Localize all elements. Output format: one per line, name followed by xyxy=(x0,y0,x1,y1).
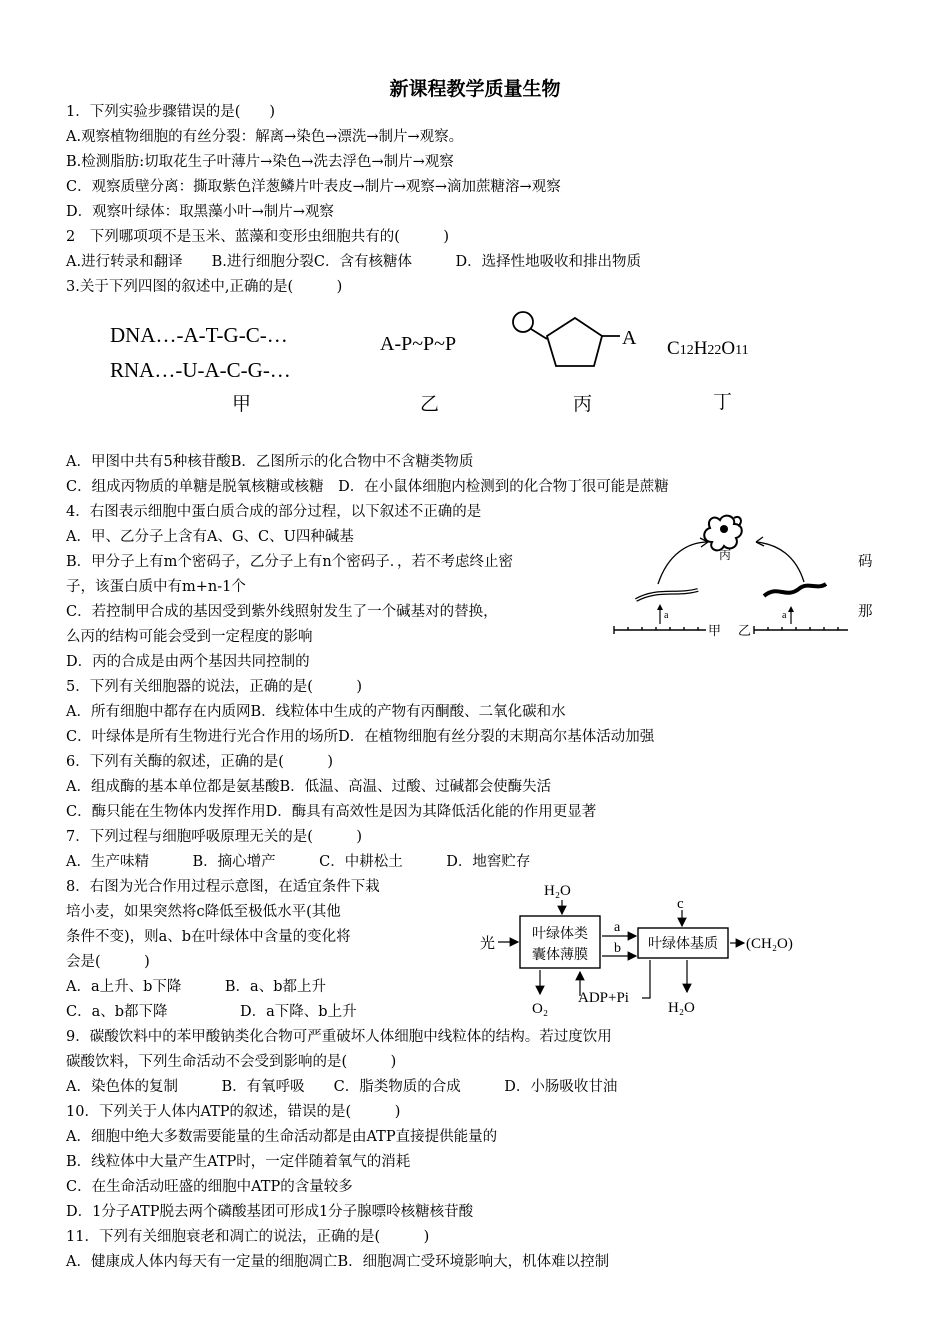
question-1-option-a: A.观察植物细胞的有丝分裂：解离→染色→漂洗→制片→观察。 xyxy=(66,129,464,145)
arrow-to-protein-left xyxy=(658,542,708,584)
question-2-stem: 2 下列哪项项不是玉米、蓝藻和变形虫细胞共有的( ) xyxy=(66,229,450,245)
arrow-label-a-1: a xyxy=(664,610,669,621)
dna-sequence: DNA…-A-T-G-C-… xyxy=(110,323,288,347)
adp-pi-label: ADP+Pi xyxy=(578,990,629,1006)
question-8-options-ab: A．a上升、b下降 B．a、b都上升 xyxy=(66,979,326,995)
question-11-stem: 11．下列有关细胞衰老和凋亡的说法，正确的是( ) xyxy=(66,1229,430,1245)
dna-template-yi xyxy=(754,626,848,634)
question-1-stem: 1．下列实验步骤错误的是( ) xyxy=(66,104,276,120)
page-title: 新课程教学质量生物 xyxy=(389,78,561,100)
question-10-option-c: C．在生命活动旺盛的细胞中ATP的含量较多 xyxy=(66,1179,353,1195)
question-2-options: A.进行转录和翻译 B.进行细胞分裂C．含有核糖体 D．选择性地吸收和排出物质 xyxy=(66,254,642,270)
dna-template-jia xyxy=(614,626,706,634)
question-4-option-b-cont: 子，该蛋白质中有m+n-1个 xyxy=(66,579,246,595)
question-8-stem: 8．右图为光合作用过程示意图，在适宜条件下栽 xyxy=(66,879,380,895)
stroma-label: 叶绿体基质 xyxy=(648,937,718,952)
question-3-figure xyxy=(100,300,800,420)
question-8-stem-3: 条件不变)，则a、b在叶绿体中含量的变化将 xyxy=(66,929,351,945)
oxygen-output-label: O₂ xyxy=(532,1001,549,1017)
question-5-options-cd: C．叶绿体是所有生物进行光合作用的场所D．在植物细胞有丝分裂的末期高尔基体活动加强 xyxy=(66,729,655,745)
question-4-figure xyxy=(608,504,854,644)
question-10-stem: 10．下列关于人体内ATP的叙述，错误的是( ) xyxy=(66,1104,401,1120)
carbohydrate-label: (CH₂O) xyxy=(746,936,793,952)
figure-label-jia: 甲 xyxy=(232,394,252,415)
base-label: A xyxy=(622,327,637,349)
product-a-label: a xyxy=(614,920,621,935)
question-6-options-cd: C．酶只能在生物体内发挥作用D．酶具有高效性是因为其降低活化能的作用更显著 xyxy=(66,804,597,820)
protein-label-bing: 丙 xyxy=(719,548,732,562)
arrow-label-a-2: a xyxy=(782,610,787,621)
arrow-to-protein-right xyxy=(756,542,804,582)
photosynthesis-diagram xyxy=(480,878,820,1024)
protein-blob xyxy=(704,516,742,551)
question-4-wrap-char-2: 那 xyxy=(858,604,873,620)
question-4-option-a: A．甲、乙分子上含有A、G、C、U四种碱基 xyxy=(66,529,354,545)
question-11-options-ab: A．健康成人体内每天有一定量的细胞凋亡B．细胞凋亡受环境影响大，机体难以控制 xyxy=(66,1254,610,1270)
question-4-wrap-char-1: 码 xyxy=(858,554,873,570)
thylakoid-label-line-1: 叶绿体类 xyxy=(532,927,588,942)
question-5-stem: 5．下列有关细胞器的说法，正确的是( ) xyxy=(66,679,363,695)
question-9-options: A．染色体的复制 B．有氧呼吸 C．脂类物质的合成 D．小肠吸收甘油 xyxy=(66,1079,618,1095)
figure-label-yi: 乙 xyxy=(420,394,440,415)
question-6-stem: 6．下列有关酶的叙述，正确的是( ) xyxy=(66,754,334,770)
question-4-option-c: C．若控制甲合成的基因受到紫外线照射发生了一个碱基对的替换， xyxy=(66,604,498,620)
figure-label-bing: 丙 xyxy=(573,394,593,415)
question-3-options-ab: A．甲图中共有5种核苷酸B．乙图所示的化合物中不含糖类物质 xyxy=(66,454,474,470)
rna-sequence: RNA…-U-A-C-G-… xyxy=(110,358,291,382)
question-4-stem: 4．右图表示细胞中蛋白质合成的部分过程，以下叙述不正确的是 xyxy=(66,504,482,520)
question-10-option-b: B．线粒体中大量产生ATP时，一定伴随着氧气的消耗 xyxy=(66,1154,411,1170)
water-output-label: H₂O xyxy=(668,1000,695,1016)
question-10-option-a: A．细胞中绝大多数需要能量的生命活动都是由ATP直接提供能量的 xyxy=(66,1129,498,1145)
question-4-option-b: B．甲分子上有m个密码子，乙分子上有n个密码子．，若不考虑终止密 xyxy=(66,554,513,570)
question-10-option-d: D．1分子ATP脱去两个磷酸基团可形成1分子腺嘌呤核糖核苷酸 xyxy=(66,1204,474,1220)
product-b-label: b xyxy=(614,941,621,956)
water-input-label: H₂O xyxy=(544,883,571,899)
question-4-option-c-cont: 么丙的结构可能会受到一定程度的影响 xyxy=(66,629,313,645)
mrna-strand-yi xyxy=(764,584,826,596)
question-9-stem: 9．碳酸饮料中的苯甲酸钠类化合物可严重破坏人体细胞中线粒体的结构。若过度饮用 xyxy=(66,1029,612,1045)
question-4-option-d: D．丙的合成是由两个基因共同控制的 xyxy=(66,654,310,670)
question-1-option-b: B.检测脂肪:切取花生子叶薄片→染色→洗去浮色→制片→观察 xyxy=(66,154,454,170)
question-8-stem-4: 会是( ) xyxy=(66,954,150,970)
question-3-options-cd: C．组成丙物质的单糖是脱氧核糖或核糖 D．在小鼠体细胞内检测到的化合物丁很可能是蔗糖 xyxy=(66,479,669,495)
question-9-stem-2: 碳酸饮料，下列生命活动不会受到影响的是( ) xyxy=(66,1054,397,1070)
atp-structure: A-P~P~P xyxy=(380,333,457,355)
question-8-options-cd: C．a、b都下降 D．a下降、b上升 xyxy=(66,1004,357,1020)
question-7-stem: 7．下列过程与细胞呼吸原理无关的是( ) xyxy=(66,829,363,845)
question-5-options-ab: A．所有细胞中都存在内质网B．线粒体中生成的产物有丙酮酸、二氧化碳和水 xyxy=(66,704,566,720)
question-8-stem-2: 培小麦，如果突然将c降低至极低水平(其他 xyxy=(66,904,341,920)
question-6-options-ab: A．组成酶的基本单位都是氨基酸B．低温、高温、过酸、过碱都会使酶失活 xyxy=(66,779,552,795)
strand-label-yi: 乙 xyxy=(738,623,752,638)
question-1-option-c: C．观察质壁分离：撕取紫色洋葱鳞片叶表皮→制片→观察→滴加蔗糖溶→观察 xyxy=(66,179,561,195)
strand-label-jia: 甲 xyxy=(708,623,722,638)
sucrose-formula: C12H22O11 xyxy=(667,338,749,359)
figure-label-ding: 丁 xyxy=(713,392,733,413)
thylakoid-label-line-2: 囊体薄膜 xyxy=(532,948,588,963)
question-1-option-d: D．观察叶绿体：取黑藻小叶→制片→观察 xyxy=(66,204,334,220)
question-3-stem: 3.关于下列四图的叙述中,正确的是( ) xyxy=(66,279,343,295)
nucleotide-pentose-diagram xyxy=(513,312,620,366)
question-7-options: A．生产味精 B．摘心增产 C．中耕松土 D．地窖贮存 xyxy=(66,854,531,870)
input-c-label: c xyxy=(677,896,684,912)
light-label: 光 xyxy=(480,936,496,952)
